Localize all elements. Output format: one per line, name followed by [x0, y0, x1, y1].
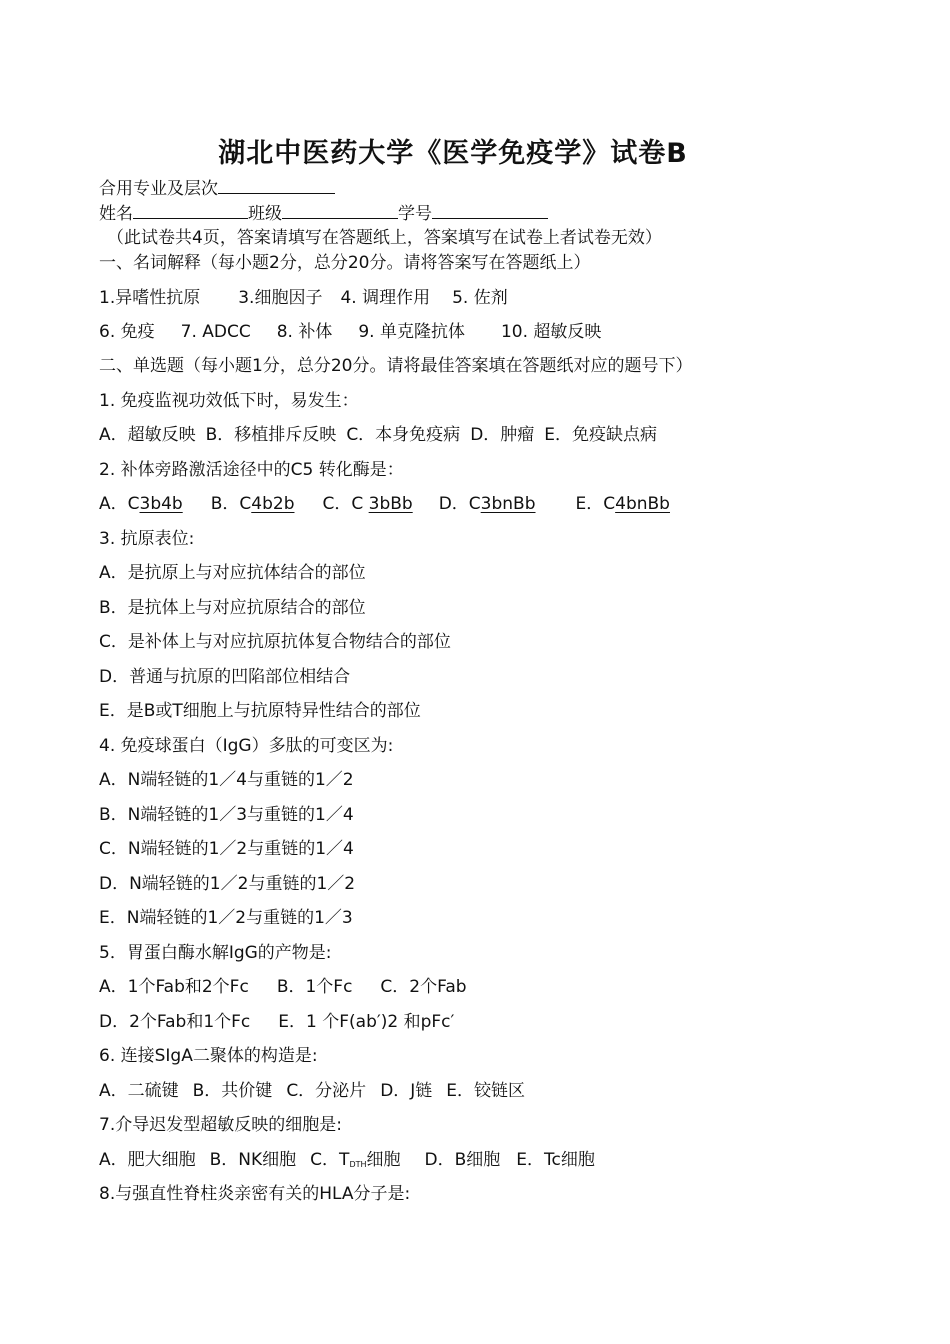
section2-heading: 二、单选题（每小题1分，总分20分。请将最佳答案填在答题纸对应的题号下） — [99, 356, 693, 376]
q4-option-e: E．N端轻链的1／2与重链的1／3 — [99, 908, 353, 928]
option: B．共价键 — [192, 1081, 273, 1101]
q7-stem: 7.介导迟发型超敏反映的细胞是: — [99, 1115, 342, 1135]
term-item: 5. 佐剂 — [452, 288, 508, 308]
q4-stem: 4. 免疫球蛋白（IgG）多肽的可变区为: — [99, 736, 394, 756]
major-label: 合用专业及层次 — [99, 179, 218, 199]
q3-option-e: E．是B或T细胞上与抗原特异性结合的部位 — [99, 701, 421, 721]
option: A．肥大细胞 — [99, 1150, 196, 1170]
q2-options — [99, 493, 670, 515]
q1-stem: 1. 免疫监视功效低下时，易发生： — [99, 391, 359, 411]
q4-option-d: D．N端轻链的1／2与重链的1／2 — [99, 874, 356, 894]
option-c-prefix: C．T — [310, 1150, 350, 1170]
term-item: 1.异嗜性抗原 — [99, 288, 201, 308]
q8-stem: 8.与强直性脊柱炎亲密有关的HLA分子是: — [99, 1184, 411, 1204]
major-line — [99, 177, 335, 200]
option-prefix: E．C — [575, 494, 616, 514]
section1-row2 — [99, 321, 601, 343]
q5-options-row2 — [99, 1011, 454, 1033]
q2-stem: 2. 补体旁路激活途径中的C5 转化酶是： — [99, 460, 404, 480]
option: B．NK细胞 — [209, 1150, 297, 1170]
option-prefix: C．C — [322, 494, 369, 514]
term-item: 3.细胞因子 — [238, 288, 323, 308]
id-label: 学号 — [398, 204, 432, 224]
q5-stem: 5．胃蛋白酶水解IgG的产物是: — [99, 943, 332, 963]
q3-option-c: C．是补体上与对应抗原抗体复合物结合的部位 — [99, 632, 451, 652]
term-item: 9. 单克隆抗体 — [358, 322, 465, 342]
option-prefix: B．C — [210, 494, 252, 514]
option-formula: 3b4b — [139, 494, 183, 514]
name-label: 姓名 — [99, 204, 133, 224]
q6-stem: 6. 连接SIgA二聚体的构造是: — [99, 1046, 318, 1066]
q4-option-c: C．N端轻链的1／2与重链的1／4 — [99, 839, 354, 859]
term-item: 7. ADCC — [180, 322, 251, 342]
q5-options-row1 — [99, 976, 467, 998]
option: D．J链 — [380, 1081, 433, 1101]
option: D．肿瘤 — [470, 425, 535, 445]
option: E．免疫缺点病 — [544, 425, 658, 445]
name-line — [99, 202, 548, 225]
major-blank — [218, 177, 335, 194]
option-formula: 4b2b — [251, 494, 295, 514]
q4-option-b: B．N端轻链的1／3与重链的1／4 — [99, 805, 354, 825]
section1-row1 — [99, 287, 508, 309]
class-label: 班级 — [248, 204, 282, 224]
option-c-subscript: DTH — [349, 1160, 367, 1169]
option: A．二硫键 — [99, 1081, 179, 1101]
option: E．1 个F(ab′)2 和pFc′ — [278, 1012, 455, 1032]
term-item: 4. 调理作用 — [340, 288, 431, 308]
q1-options — [99, 424, 657, 446]
option-c — [310, 1150, 400, 1170]
option-formula: 4bnBb — [615, 494, 670, 514]
option: B．1个Fc — [276, 977, 353, 997]
q7-options — [99, 1149, 595, 1176]
name-blank — [133, 202, 248, 219]
option-c-suffix: 细胞 — [366, 1150, 401, 1170]
term-item: 8. 补体 — [276, 322, 333, 342]
q3-stem: 3. 抗原表位: — [99, 529, 195, 549]
option: C．分泌片 — [286, 1081, 367, 1101]
term-item: 10. 超敏反映 — [500, 322, 602, 342]
q3-option-b: B．是抗体上与对应抗原结合的部位 — [99, 598, 366, 618]
class-blank — [282, 202, 398, 219]
term-item: 6. 免疫 — [99, 322, 155, 342]
option: D．B细胞 — [424, 1150, 501, 1170]
option-prefix: A．C — [99, 494, 140, 514]
option-formula: 3bBb — [368, 494, 413, 514]
q4-option-a: A．N端轻链的1／4与重链的1／2 — [99, 770, 354, 790]
option: A．1个Fab和2个Fc — [99, 977, 249, 997]
option-prefix: D．C — [438, 494, 481, 514]
section1-heading: 一、名词解释（每小题2分，总分20分。请将答案写在答题纸上） — [99, 253, 591, 273]
exam-title: 湖北中医药大学《医学免疫学》试卷B — [218, 138, 688, 169]
option: E．Tc细胞 — [516, 1150, 595, 1170]
option: D．2个Fab和1个Fc — [99, 1012, 251, 1032]
id-blank — [432, 202, 548, 219]
q6-options — [99, 1080, 525, 1102]
option: C．本身免疫病 — [346, 425, 461, 445]
exam-note: （此试卷共4页，答案请填写在答题纸上，答案填写在试卷上者试卷无效） — [107, 228, 662, 248]
option: B．移植排斥反映 — [205, 425, 337, 445]
q3-option-d: D．普通与抗原的凹陷部位相结合 — [99, 667, 351, 687]
q3-option-a: A．是抗原上与对应抗体结合的部位 — [99, 563, 366, 583]
option: E．铰链区 — [446, 1081, 526, 1101]
option-formula: 3bnBb — [480, 494, 536, 514]
option: A．超敏反映 — [99, 425, 196, 445]
option: C．2个Fab — [380, 977, 467, 997]
